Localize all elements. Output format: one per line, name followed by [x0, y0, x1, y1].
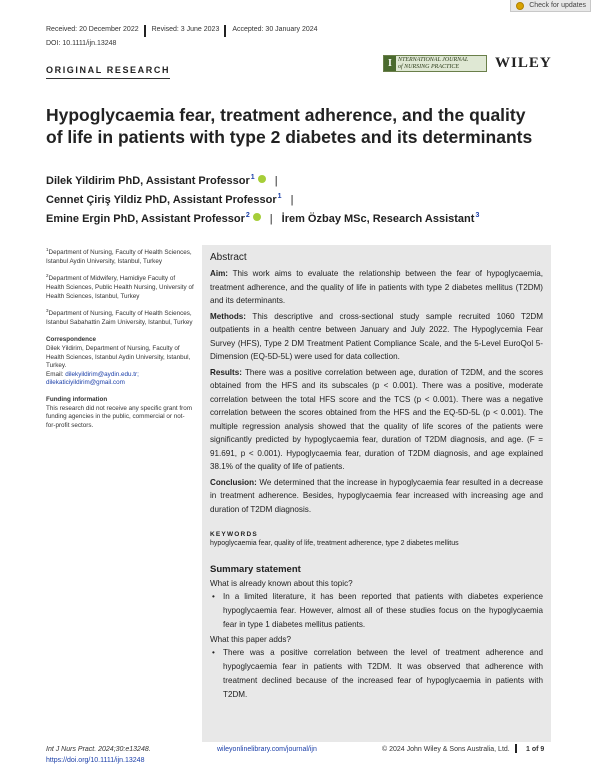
author-name[interactable]: İrem Özbay MSc, Research Assistant [281, 213, 475, 225]
funding-heading: Funding information [46, 396, 108, 403]
abstract-box [202, 245, 551, 742]
summary-bullet-2: • There was a positive correlation between the level of treatment adherence and hypoglycaemia fear in patients with T2DM. It was observed that adherence with treatment declined because of the increased fear of hypoglycaemia in patients with T2DM. [210, 646, 543, 702]
journal-logo[interactable] [383, 55, 487, 72]
affiliation-text: Department of Nursing, Faculty of Health Sciences, Istanbul Aydin University, Istanbul, Turkey [46, 249, 192, 265]
correspondence-heading: Correspondence [46, 336, 97, 344]
footer-citation: Int J Nurs Pract. 2024;30:e13248. [46, 746, 151, 753]
affiliation-text: Department of Nursing, Faculty of Health Sciences, Istanbul Sabahattin Zaim University, Istanbul, Turkey [46, 310, 193, 326]
author-name[interactable]: Dilek Yildirim PhD, Assistant Professor [46, 175, 250, 187]
check-for-updates-badge[interactable] [510, 0, 591, 12]
author-separator: | [274, 175, 278, 187]
article-sidebar [46, 246, 194, 430]
summary-heading: Summary statement [210, 564, 301, 575]
correspondence-email [46, 371, 194, 380]
abstract-aim [210, 267, 543, 308]
abstract-methods-label: Methods: [210, 311, 246, 321]
keywords-label: KEYWORDS [210, 531, 258, 538]
author-affiliation-ref[interactable]: 3 [475, 212, 480, 219]
author-affiliation-ref[interactable]: 2 [245, 212, 250, 219]
section-label: ORIGINAL RESEARCH [46, 65, 170, 79]
accepted-date: Accepted: 30 January 2024 [232, 26, 318, 33]
check-updates-label: Check for updates [529, 2, 586, 9]
funding-text: This research did not receive any specific grant from funding agencies in the public, commercial or not-for-profit sectors. [46, 404, 192, 429]
journal-logo-line1: NTERNATIONAL JOURNAL [398, 57, 469, 63]
orcid-icon[interactable] [258, 175, 266, 183]
affiliation-2 [46, 272, 194, 301]
author-line-3 [46, 206, 479, 225]
journal-logo-mark: I [384, 56, 396, 71]
email-label: Email: [46, 370, 64, 378]
abstract-aim-label: Aim: [210, 269, 228, 278]
footer-citation-block [46, 744, 151, 766]
author-affiliation-ref[interactable]: 1 [277, 193, 282, 200]
keywords-list: hypoglycaemia fear, quality of life, treatment adherence, type 2 diabetes mellitus [210, 540, 459, 547]
abstract-methods [210, 310, 543, 364]
revised-date: Revised: 3 June 2023 [152, 25, 227, 37]
summary-question-2: What this paper adds? [210, 635, 291, 644]
journal-logo-line2: of NURSING PRACTICE [398, 63, 459, 70]
affiliation-number: 1 [46, 247, 49, 252]
summary-question-1: What is already known about this topic? [210, 579, 353, 588]
abstract-conclusion [210, 476, 543, 517]
abstract-heading: Abstract [210, 252, 247, 263]
abstract-conclusion-label: Conclusion: [210, 477, 257, 487]
journal-logo-text [396, 57, 468, 70]
footer-site-link[interactable]: wileyonlinelibrary.com/journal/ijn [217, 746, 317, 753]
author-name[interactable]: Cennet Çiriş Yildiz PhD, Assistant Professor [46, 194, 277, 206]
abstract-conclusion-text: We determined that the increase in hypoglycaemia fear resulted in a decrease in treatment adherence. Besides, hypoglycaemia fear increased with increasing age and duration of T2DM diagnosis. [210, 477, 543, 514]
author-separator: | [290, 194, 294, 206]
abstract-methods-text: This descriptive and cross-sectional study sample recruited 1060 T2DM outpatients in a health centre between January and July 2022. The Hypoglycemia Fear Survey (HFS), Type 2 DM Treatment Patient Compliance Scale, and the 5-Level EuroQol 5-Dimension (EQ-5D-5L) were used for data collection. [210, 311, 544, 361]
affiliation-number: 2 [46, 273, 49, 279]
summary-bullet-1: • In a limited literature, it has been reported that patients with diabetes experience hypoglycaemia fear. However, almost all of these studies focus on the hypoglycaemia fear in type 1 diabetes mellitus patients. [210, 590, 543, 632]
author-list [46, 168, 479, 225]
doi: DOI: 10.1111/ijn.13248 [46, 40, 117, 47]
affiliation-1 [46, 246, 194, 266]
article-dates [46, 25, 329, 37]
footer-doi-link[interactable]: https://doi.org/10.1111/ijn.13248 [46, 757, 145, 764]
update-icon [516, 2, 524, 10]
author-line-2 [46, 187, 479, 206]
footer-copyright: © 2024 John Wiley & Sons Australia, Ltd. [382, 746, 510, 753]
affiliation-text: Department of Midwifery, Hamidiye Faculty of Health Sciences, Public Health Nursing, University of Health Sciences, Istanbul, Turkey [46, 275, 194, 300]
email-link-1[interactable]: dilekyildirim@aydin.edu.tr; [65, 370, 139, 378]
abstract-aim-text: This work aims to evaluate the relationship between the fear of hypoglycaemia, treatment adherence, and the quality of life in patients with type 2 diabetes mellitus (T2DM) and its determinants. [210, 269, 543, 305]
received-date: Received: 20 December 2022 [46, 25, 146, 37]
author-separator: | [269, 213, 273, 225]
affiliation-3 [46, 307, 194, 327]
abstract-results-text: There was a positive correlation between age, duration of T2DM, and the scores obtained from the HFS and its subscales (p < 0.001). There was a positive, moderate correlation between the total HFS score and the TCS (p < 0.001). There was a negative correlation between the scores obtained from the HFS and the EQ-5D-5L (p < 0.001). The multiple regression analysis showed that the quality of life scores of the patients were significantly predicted by hypoglycaemia fear, duration of T2DM diagnosis, and age. (F = 91.691, p < 0.001). Hypoglycaemia fear, duration of T2DM diagnosis, and age explained 38.1% of the quality of life of patients. [210, 367, 543, 471]
author-line-1 [46, 168, 479, 187]
affiliation-number: 3 [46, 308, 49, 314]
article-title: Hypoglycaemia fear, treatment adherence, and the quality of life in patients with type 2 diabetes and its determinants [46, 105, 533, 147]
page-number: 1 of 9 [526, 746, 545, 753]
footer-divider [515, 744, 517, 753]
correspondence-text: Dilek Yildirim, Department of Nursing, Faculty of Health Sciences, Istanbul Aydin University, Istanbul, Turkey. [46, 345, 191, 370]
abstract-results [210, 366, 543, 474]
author-affiliation-ref[interactable]: 1 [250, 174, 255, 181]
email-link-2[interactable]: dilekaticiyildirim@gmail.com [46, 379, 125, 387]
abstract-results-label: Results: [210, 367, 242, 377]
publisher-logo[interactable]: WILEY [495, 55, 552, 71]
orcid-icon[interactable] [253, 213, 261, 221]
author-name[interactable]: Emine Ergin PhD, Assistant Professor [46, 213, 245, 225]
